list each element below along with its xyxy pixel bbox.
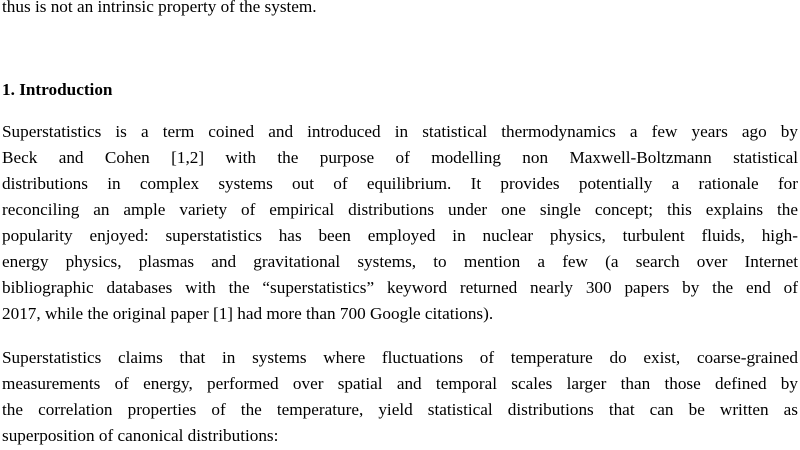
- paragraph-1-line: bibliographic databases with the “superstatistics” keyword returned nearly 300 papers by the end of: [2, 278, 798, 297]
- paragraph-1-line: reconciling an ample variety of empirical distributions under one single concept; this explains the: [2, 200, 798, 219]
- paragraph-2-line: Superstatistics claims that in systems where fluctuations of temperature do exist, coarse-grained: [2, 348, 798, 367]
- paragraph-1-line: Superstatistics is a term coined and introduced in statistical thermodynamics a few years ago by: [2, 122, 798, 141]
- paragraph-2-line: superposition of canonical distributions:: [2, 426, 279, 445]
- paragraph-2-line: measurements of energy, performed over spatial and temporal scales larger than those defined by: [2, 374, 798, 393]
- paragraph-2-line: the correlation properties of the temperature, yield statistical distributions that can be written as: [2, 400, 798, 419]
- paragraph-1-line: 2017, while the original paper [1] had more than 700 Google citations).: [2, 304, 494, 323]
- paragraph-1-line: energy physics, plasmas and gravitational systems, to mention a few (a search over Internet: [2, 252, 798, 271]
- previous-paragraph-tail: thus is not an intrinsic property of the system.: [2, 0, 317, 16]
- paragraph-1-line: popularity enjoyed: superstatistics has been employed in nuclear physics, turbulent fluids, high-: [2, 226, 798, 245]
- section-heading-introduction: 1. Introduction: [2, 80, 113, 99]
- paragraph-1-line: distributions in complex systems out of equilibrium. It provides potentially a rationale for: [2, 174, 798, 193]
- paragraph-1-line: Beck and Cohen [1,2] with the purpose of modelling non Maxwell-Boltzmann statistical: [2, 148, 798, 167]
